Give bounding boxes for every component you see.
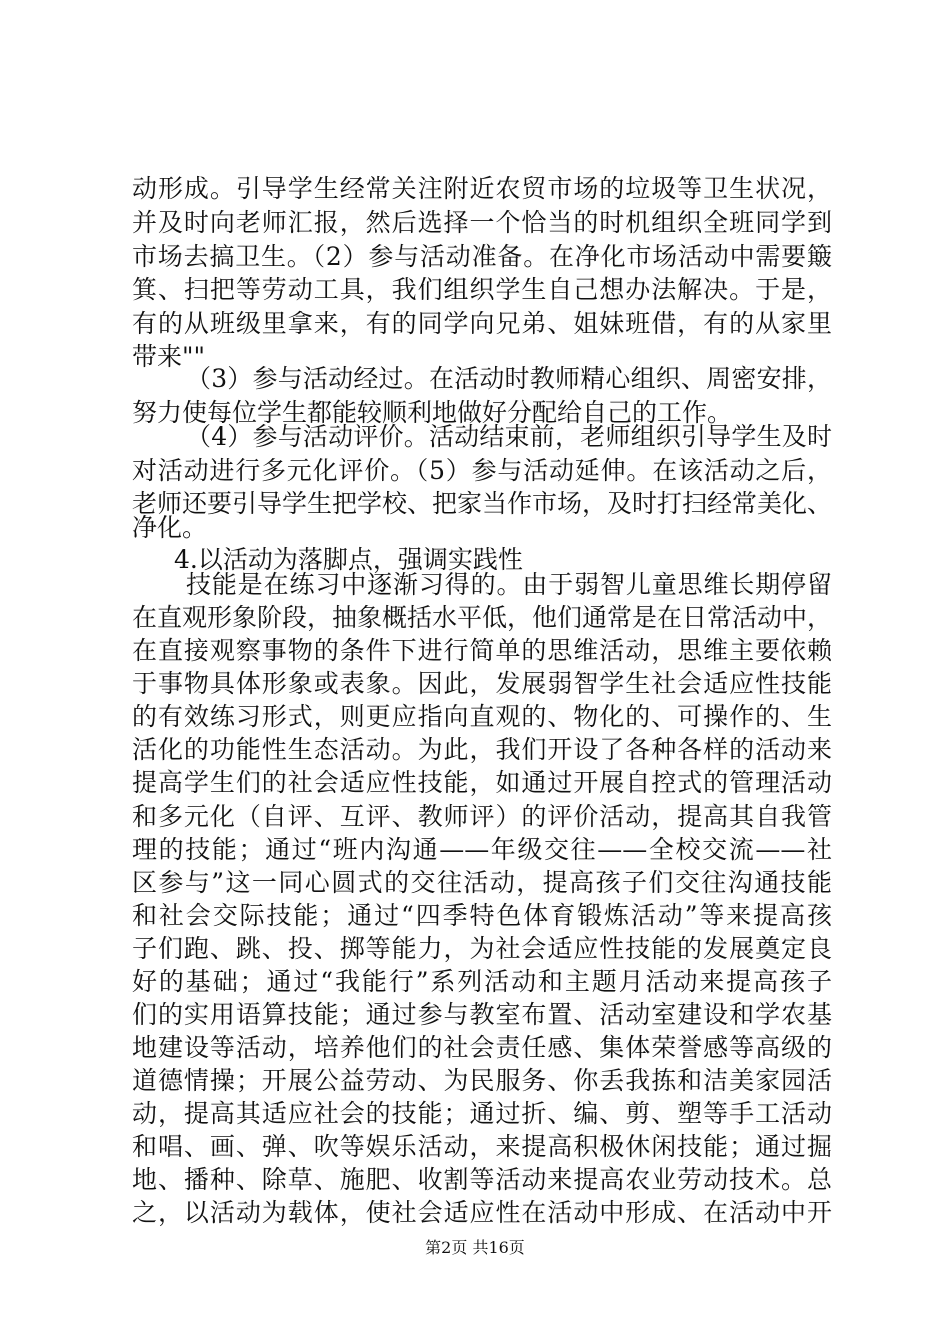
text-line: 动形成。引导学生经常关注附近农贸市场的垃圾等卫生状况， [132, 174, 832, 203]
text-line: 活化的功能性生态活动。为此，我们开设了各种各样的活动来 [132, 735, 832, 764]
text-line: 老师还要引导学生把学校、把家当作市场，及时打扫经常美化、 [132, 489, 833, 518]
text-line: 在直接观察事物的条件下进行简单的思维活动，思维主要依赖 [132, 636, 832, 665]
text-line: 们的实用语算技能；通过参与教室布置、活动室建设和学农基 [132, 1000, 832, 1029]
paragraph-first-line: （3）参与活动经过。在活动时教师精心组织、周密安排， [186, 364, 832, 393]
text-line: 好的基础；通过“我能行”系列活动和主题月活动来提高孩子 [132, 967, 832, 996]
text-line: 和多元化（自评、互评、教师评）的评价活动，提高其自我管 [132, 802, 832, 831]
text-line: 地、播种、除草、施肥、收割等活动来提高农业劳动技术。总 [132, 1165, 832, 1194]
text-line: 地建设等活动，培养他们的社会责任感、集体荣誉感等高级的 [132, 1033, 832, 1062]
text-line: 带来"" [132, 342, 205, 371]
text-line: 努力使每位学生都能较顺利地做好分配给自己的工作。 [132, 398, 733, 427]
text-line: 市场去搞卫生。（2）参与活动准备。在净化市场活动中需要簸 [132, 242, 832, 271]
text-line: 提高学生们的社会适应性技能，如通过开展自控式的管理活动 [132, 768, 832, 797]
section-heading: 4.以活动为落脚点，强调实践性 [174, 545, 523, 574]
text-line: 区参与”这一同心圆式的交往活动，提高孩子们交往沟通技能 [132, 868, 832, 897]
text-line: 和唱、画、弹、吹等娱乐活动，来提高积极休闲技能；通过掘 [132, 1132, 832, 1161]
text-line: 和社会交际技能；通过“四季特色体育锻炼活动”等来提高孩 [132, 901, 832, 930]
text-line: 净化。 [132, 513, 208, 542]
page-number-footer: 第2页 共16页 [425, 1238, 525, 1257]
text-line: 对活动进行多元化评价。（5）参与活动延伸。在该活动之后， [132, 456, 832, 485]
text-line: 子们跑、跳、投、掷等能力，为社会适应性技能的发展奠定良 [132, 934, 832, 963]
text-line: 理的技能；通过“班内沟通——年级交往——全校交流——社 [132, 835, 832, 864]
text-line: 在直观形象阶段，抽象概括水平低，他们通常是在日常活动中， [132, 603, 833, 632]
text-line: 道德情操；开展公益劳动、为民服务、你丢我拣和洁美家园活 [132, 1066, 832, 1095]
text-line: 有的从班级里拿来，有的同学向兄弟、姐妹班借，有的从家里 [132, 309, 832, 338]
paragraph-first-line: （4）参与活动评价。活动结束前，老师组织引导学生及时 [186, 422, 832, 451]
text-line: 之，以活动为载体，使社会适应性在活动中形成、在活动中开 [132, 1198, 832, 1227]
text-line: 动，提高其适应社会的技能；通过折、编、剪、塑等手工活动 [132, 1099, 832, 1128]
text-line: 箕、扫把等劳动工具，我们组织学生自己想办法解决。于是， [132, 275, 832, 304]
text-line: 的有效练习形式，则更应指向直观的、物化的、可操作的、生 [132, 702, 832, 731]
text-line: 于事物具体形象或表象。因此，发展弱智学生社会适应性技能 [132, 669, 832, 698]
text-line: 并及时向老师汇报，然后选择一个恰当的时机组织全班同学到 [132, 208, 832, 237]
paragraph-first-line: 技能是在练习中逐渐习得的。由于弱智儿童思维长期停留 [186, 570, 832, 599]
